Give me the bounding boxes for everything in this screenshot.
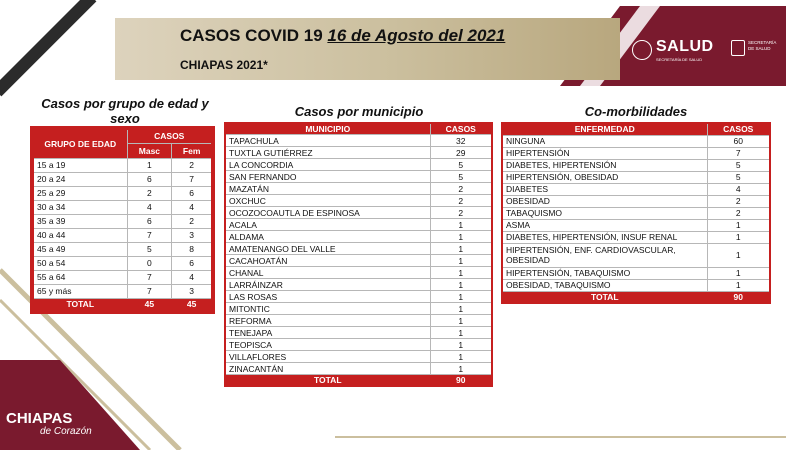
muni-cases-cell: 32 [430, 135, 492, 147]
muni-cases-cell: 2 [430, 195, 492, 207]
age-row [32, 200, 213, 214]
muni-row [225, 159, 492, 171]
female-cases-cell: 4 [172, 270, 213, 284]
col-male: Masc [127, 143, 172, 158]
municipio-cell: MITONTIC [225, 303, 430, 315]
female-cases-cell: 6 [172, 186, 213, 200]
mexico-seal-icon [632, 40, 652, 60]
report-date: 16 de Agosto del 2021 [327, 26, 506, 45]
muni-total-label: TOTAL [225, 375, 430, 387]
enfermedad-cell: OBESIDAD, TABAQUISMO [502, 279, 707, 291]
muni-row [225, 339, 492, 351]
muni-cases-cell: 2 [430, 207, 492, 219]
muni-table-title: Casos por municipio [294, 104, 424, 119]
male-cases-cell: 5 [127, 242, 172, 256]
municipio-cell: VILLAFLORES [225, 351, 430, 363]
municipio-cell: CACAHOATÁN [225, 255, 430, 267]
muni-row [225, 303, 492, 315]
comorb-cases-cell: 5 [707, 171, 770, 183]
muni-row [225, 267, 492, 279]
municipio-cell: CHANAL [225, 267, 430, 279]
muni-cases-cell: 1 [430, 315, 492, 327]
male-cases-cell: 7 [127, 270, 172, 284]
muni-row [225, 207, 492, 219]
age-group-cell: 50 a 54 [32, 256, 127, 270]
male-cases-cell: 1 [127, 158, 172, 172]
enfermedad-cell: DIABETES, HIPERTENSIÓN [502, 159, 707, 171]
comorb-cases-cell: 4 [707, 183, 770, 195]
male-cases-cell: 4 [127, 200, 172, 214]
age-row [32, 228, 213, 242]
enfermedad-cell: DIABETES, HIPERTENSIÓN, INSUF RENAL [502, 231, 707, 243]
muni-row [225, 195, 492, 207]
comorb-cases-cell: 1 [707, 219, 770, 231]
age-group-cell: 15 a 19 [32, 158, 127, 172]
comorb-cases-cell: 1 [707, 279, 770, 291]
col-comorb-cases: CASOS [707, 123, 770, 135]
municipio-cell: AMATENANGO DEL VALLE [225, 243, 430, 255]
muni-row [225, 363, 492, 375]
comorb-row [502, 159, 770, 171]
comorb-row [502, 183, 770, 195]
municipio-cell: REFORMA [225, 315, 430, 327]
salud-logo: SALUD [656, 38, 714, 55]
muni-row [225, 171, 492, 183]
age-row [32, 214, 213, 228]
age-group-cell: 35 a 39 [32, 214, 127, 228]
comorb-cases-cell: 1 [707, 231, 770, 243]
age-total-label: TOTAL [32, 298, 127, 312]
muni-cases-cell: 1 [430, 255, 492, 267]
female-cases-cell: 3 [172, 228, 213, 242]
female-cases-cell: 8 [172, 242, 213, 256]
muni-cases-cell: 1 [430, 291, 492, 303]
age-row [32, 242, 213, 256]
female-cases-cell: 4 [172, 200, 213, 214]
muni-cases-cell: 29 [430, 147, 492, 159]
enfermedad-cell: ASMA [502, 219, 707, 231]
municipio-cell: SAN FERNANDO [225, 171, 430, 183]
salud-logo-subtitle: SECRETARÍA DE SALUD [656, 57, 703, 62]
age-table-title: Casos por grupo de edad y sexo [41, 96, 209, 126]
age-group-cell: 30 a 34 [32, 200, 127, 214]
municipio-cell: MAZATÁN [225, 183, 430, 195]
comorb-cases-cell: 60 [707, 135, 770, 147]
municipio-cell: ZINACANTÁN [225, 363, 430, 375]
muni-total: 90 [430, 375, 492, 387]
muni-row [225, 219, 492, 231]
municipio-cell: OCOZOCOAUTLA DE ESPINOSA [225, 207, 430, 219]
muni-cases-cell: 1 [430, 231, 492, 243]
comorb-cases-cell: 2 [707, 207, 770, 219]
enfermedad-cell: HIPERTENSIÓN, ENF. CARDIOVASCULAR, OBESIDAD [502, 243, 707, 267]
age-total-female: 45 [172, 298, 213, 312]
muni-cases-cell: 1 [430, 363, 492, 375]
col-muni-cases: CASOS [430, 123, 492, 135]
muni-row [225, 255, 492, 267]
muni-row [225, 231, 492, 243]
male-cases-cell: 7 [127, 284, 172, 298]
comorb-cases-cell: 1 [707, 243, 770, 267]
enfermedad-cell: DIABETES [502, 183, 707, 195]
comorb-row [502, 195, 770, 207]
col-enfermedad: ENFERMEDAD [502, 123, 707, 135]
male-cases-cell: 6 [127, 214, 172, 228]
muni-cases-cell: 1 [430, 327, 492, 339]
comorb-cases-cell: 2 [707, 195, 770, 207]
chiapas-brand: CHIAPAS [6, 410, 73, 427]
age-group-cell: 65 y más [32, 284, 127, 298]
municipio-cell: TUXTLA GUTIÉRREZ [225, 147, 430, 159]
age-row [32, 270, 213, 284]
age-group-cell: 40 a 44 [32, 228, 127, 242]
comorb-total: 90 [707, 291, 770, 303]
muni-cases-cell: 1 [430, 339, 492, 351]
muni-row [225, 183, 492, 195]
muni-table [224, 122, 493, 387]
col-age-group: GRUPO DE EDAD [32, 128, 127, 158]
muni-row [225, 147, 492, 159]
secretaria-logo: SECRETARÍA DE SALUD [748, 40, 777, 51]
female-cases-cell: 7 [172, 172, 213, 186]
muni-cases-cell: 1 [430, 279, 492, 291]
female-cases-cell: 2 [172, 214, 213, 228]
comorb-row [502, 231, 770, 243]
female-cases-cell: 3 [172, 284, 213, 298]
page-subtitle: CHIAPAS 2021* [180, 58, 268, 72]
municipio-cell: TENEJAPA [225, 327, 430, 339]
municipio-cell: LAS ROSAS [225, 291, 430, 303]
female-cases-cell: 6 [172, 256, 213, 270]
comorb-row [502, 171, 770, 183]
muni-cases-cell: 1 [430, 303, 492, 315]
municipio-cell: OXCHUC [225, 195, 430, 207]
comorb-cases-cell: 5 [707, 159, 770, 171]
age-group-cell: 55 a 64 [32, 270, 127, 284]
male-cases-cell: 6 [127, 172, 172, 186]
male-cases-cell: 7 [127, 228, 172, 242]
comorb-row [502, 219, 770, 231]
muni-row [225, 243, 492, 255]
page-title: CASOS COVID 19 16 de Agosto del 2021 [180, 26, 506, 45]
male-cases-cell: 0 [127, 256, 172, 270]
muni-row [225, 291, 492, 303]
muni-cases-cell: 1 [430, 243, 492, 255]
comorb-row [502, 267, 770, 279]
comorb-table-title: Co-morbilidades [584, 104, 688, 119]
municipio-cell: LARRÁINZAR [225, 279, 430, 291]
age-row [32, 284, 213, 298]
municipio-cell: TEOPISCA [225, 339, 430, 351]
muni-cases-cell: 1 [430, 267, 492, 279]
enfermedad-cell: NINGUNA [502, 135, 707, 147]
male-cases-cell: 2 [127, 186, 172, 200]
age-row [32, 158, 213, 172]
female-cases-cell: 2 [172, 158, 213, 172]
muni-cases-cell: 1 [430, 351, 492, 363]
chiapas-shield-icon [731, 40, 745, 56]
enfermedad-cell: TABAQUISMO [502, 207, 707, 219]
muni-cases-cell: 1 [430, 219, 492, 231]
enfermedad-cell: HIPERTENSIÓN, OBESIDAD [502, 171, 707, 183]
comorb-table [501, 122, 771, 304]
age-total-male: 45 [127, 298, 172, 312]
age-group-cell: 20 a 24 [32, 172, 127, 186]
comorb-cases-cell: 7 [707, 147, 770, 159]
municipio-cell: TAPACHULA [225, 135, 430, 147]
enfermedad-cell: HIPERTENSIÓN, TABAQUISMO [502, 267, 707, 279]
muni-cases-cell: 2 [430, 183, 492, 195]
muni-row [225, 351, 492, 363]
col-female: Fem [172, 143, 213, 158]
age-table [30, 126, 215, 314]
comorb-total-label: TOTAL [502, 291, 707, 303]
age-row [32, 256, 213, 270]
enfermedad-cell: HIPERTENSIÓN [502, 147, 707, 159]
muni-row [225, 315, 492, 327]
municipio-cell: ALDAMA [225, 231, 430, 243]
comorb-row [502, 135, 770, 147]
municipio-cell: ACALA [225, 219, 430, 231]
muni-cases-cell: 5 [430, 171, 492, 183]
comorb-cases-cell: 1 [707, 267, 770, 279]
age-row [32, 172, 213, 186]
col-cases: CASOS [127, 128, 213, 143]
age-group-cell: 25 a 29 [32, 186, 127, 200]
muni-row [225, 135, 492, 147]
comorb-row [502, 207, 770, 219]
enfermedad-cell: OBESIDAD [502, 195, 707, 207]
col-municipio: MUNICIPIO [225, 123, 430, 135]
muni-row [225, 279, 492, 291]
comorb-row [502, 147, 770, 159]
muni-row [225, 327, 492, 339]
municipio-cell: LA CONCORDIA [225, 159, 430, 171]
comorb-row [502, 243, 770, 267]
muni-cases-cell: 5 [430, 159, 492, 171]
age-row [32, 186, 213, 200]
age-group-cell: 45 a 49 [32, 242, 127, 256]
chiapas-brand-tagline: de Corazón [40, 426, 92, 437]
comorb-row [502, 279, 770, 291]
